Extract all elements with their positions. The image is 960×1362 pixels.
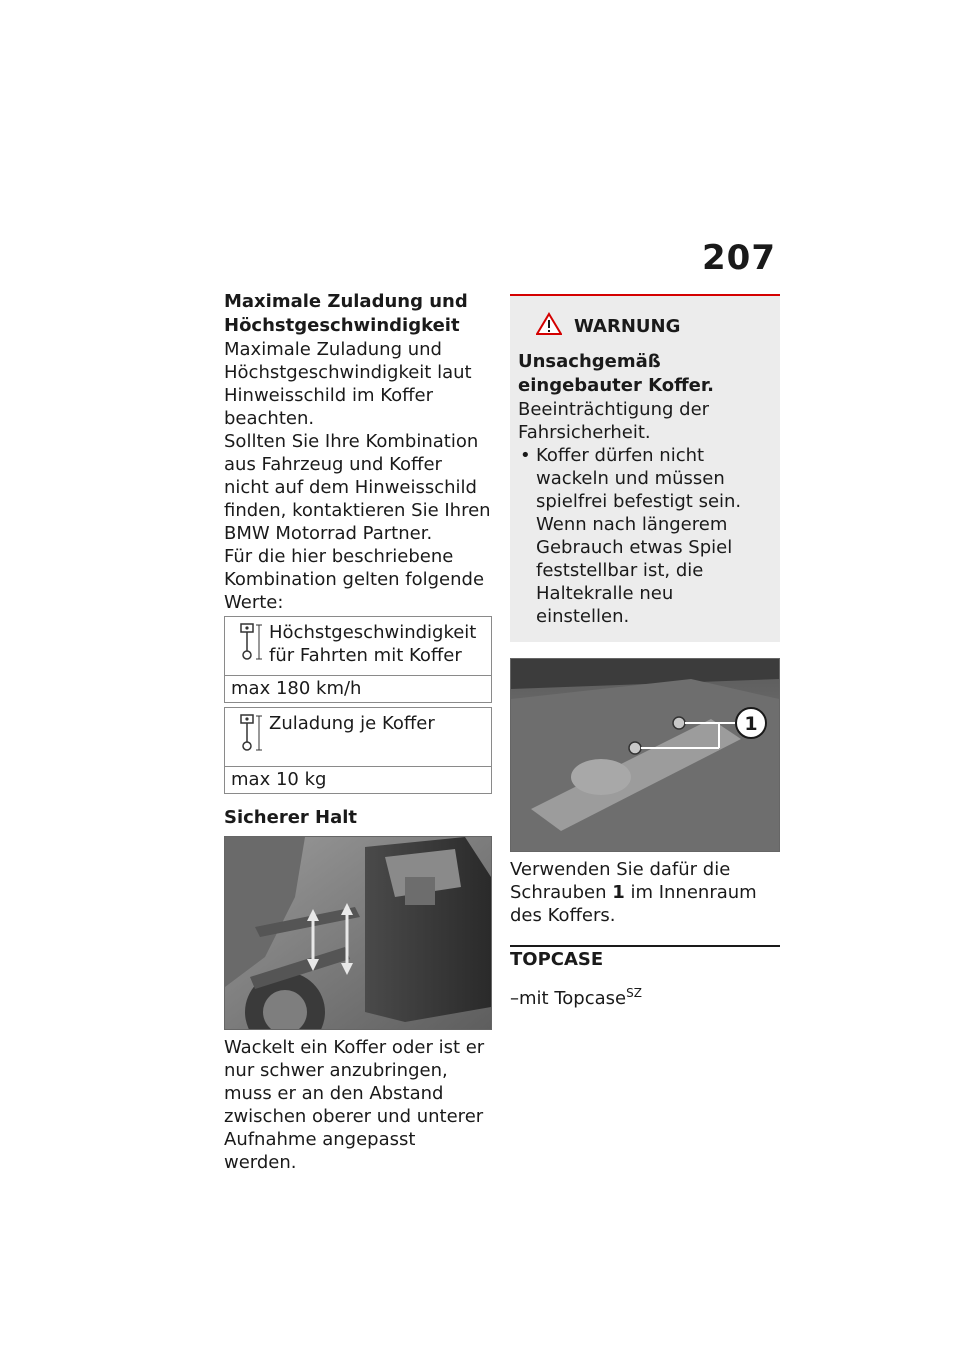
topcase-line: –mit Topcase — [510, 988, 627, 1009]
text-segment: Verwenden Sie dafür die Schrauben — [510, 859, 731, 903]
text-segment: im Innenraum des Koffers. — [510, 882, 757, 926]
page-number: 207 — [702, 238, 776, 278]
heading-load-speed: Maximale Zuladung und Höchstgeschwindigkeit — [224, 291, 468, 336]
equipment-code: SZ — [626, 986, 642, 1000]
paragraph-use-screws — [510, 858, 780, 927]
paragraph-contact-partner: Sollten Sie Ihre Kombination aus Fahrzeug und Koffer nicht auf dem Hinweisschild finden, kontaktieren Sie Ihren BMW Motorrad Partner. — [224, 431, 491, 544]
spec-max-speed — [224, 616, 492, 703]
paragraph-values-intro: Für die hier beschriebene Kombination gelten folgende Werte: — [224, 546, 485, 613]
spec-value: max 10 kg — [225, 766, 491, 793]
spec-max-load — [224, 707, 492, 794]
list-item: • Koffer dürfen nicht wackeln und müssen spielfrei befestigt sein. Wenn nach längerem Gebrauch etwas Spiel feststellbar ist, die Haltekralle neu einstellen. — [518, 444, 772, 628]
photo-case-mounting — [224, 836, 492, 1030]
pin-gauge-icon — [235, 712, 269, 758]
warning-title: WARNUNG — [574, 315, 681, 337]
right-column — [510, 290, 780, 1010]
warning-box — [510, 294, 780, 642]
screw-reference: 1 — [612, 882, 625, 903]
section-divider — [510, 945, 780, 970]
paragraph-observe-label: Maximale Zuladung und Höchstgeschwindigkeit laut Hinweisschild im Koffer beachten. — [224, 339, 472, 429]
warning-triangle-icon — [536, 312, 562, 340]
warning-body: Beeinträchtigung der Fahrsicherheit. — [518, 399, 710, 443]
pin-gauge-icon — [235, 621, 269, 667]
photo-case-interior — [510, 658, 780, 852]
spec-label: Zuladung je Koffer — [269, 713, 435, 734]
spec-label: Höchstgeschwindigkeit für Fahrten mit Koffer — [269, 622, 477, 666]
heading-secure-hold: Sicherer Halt — [224, 807, 358, 828]
paragraph-adjust-distance: Wackelt ein Koffer oder ist er nur schwer anzubringen, muss er an den Abstand zwischen oberer und unterer Aufnahme angepasst werden. — [224, 1037, 485, 1173]
section-title-topcase: TOPCASE — [510, 949, 604, 970]
left-column — [224, 290, 492, 1174]
warning-bullets — [518, 444, 772, 628]
topcase-equipment-note — [510, 982, 780, 1010]
spec-value: max 180 km/h — [225, 675, 491, 702]
callout-number: 1 — [744, 713, 758, 735]
warning-subtitle: Unsachgemäß eingebauter Koffer. — [518, 351, 715, 396]
